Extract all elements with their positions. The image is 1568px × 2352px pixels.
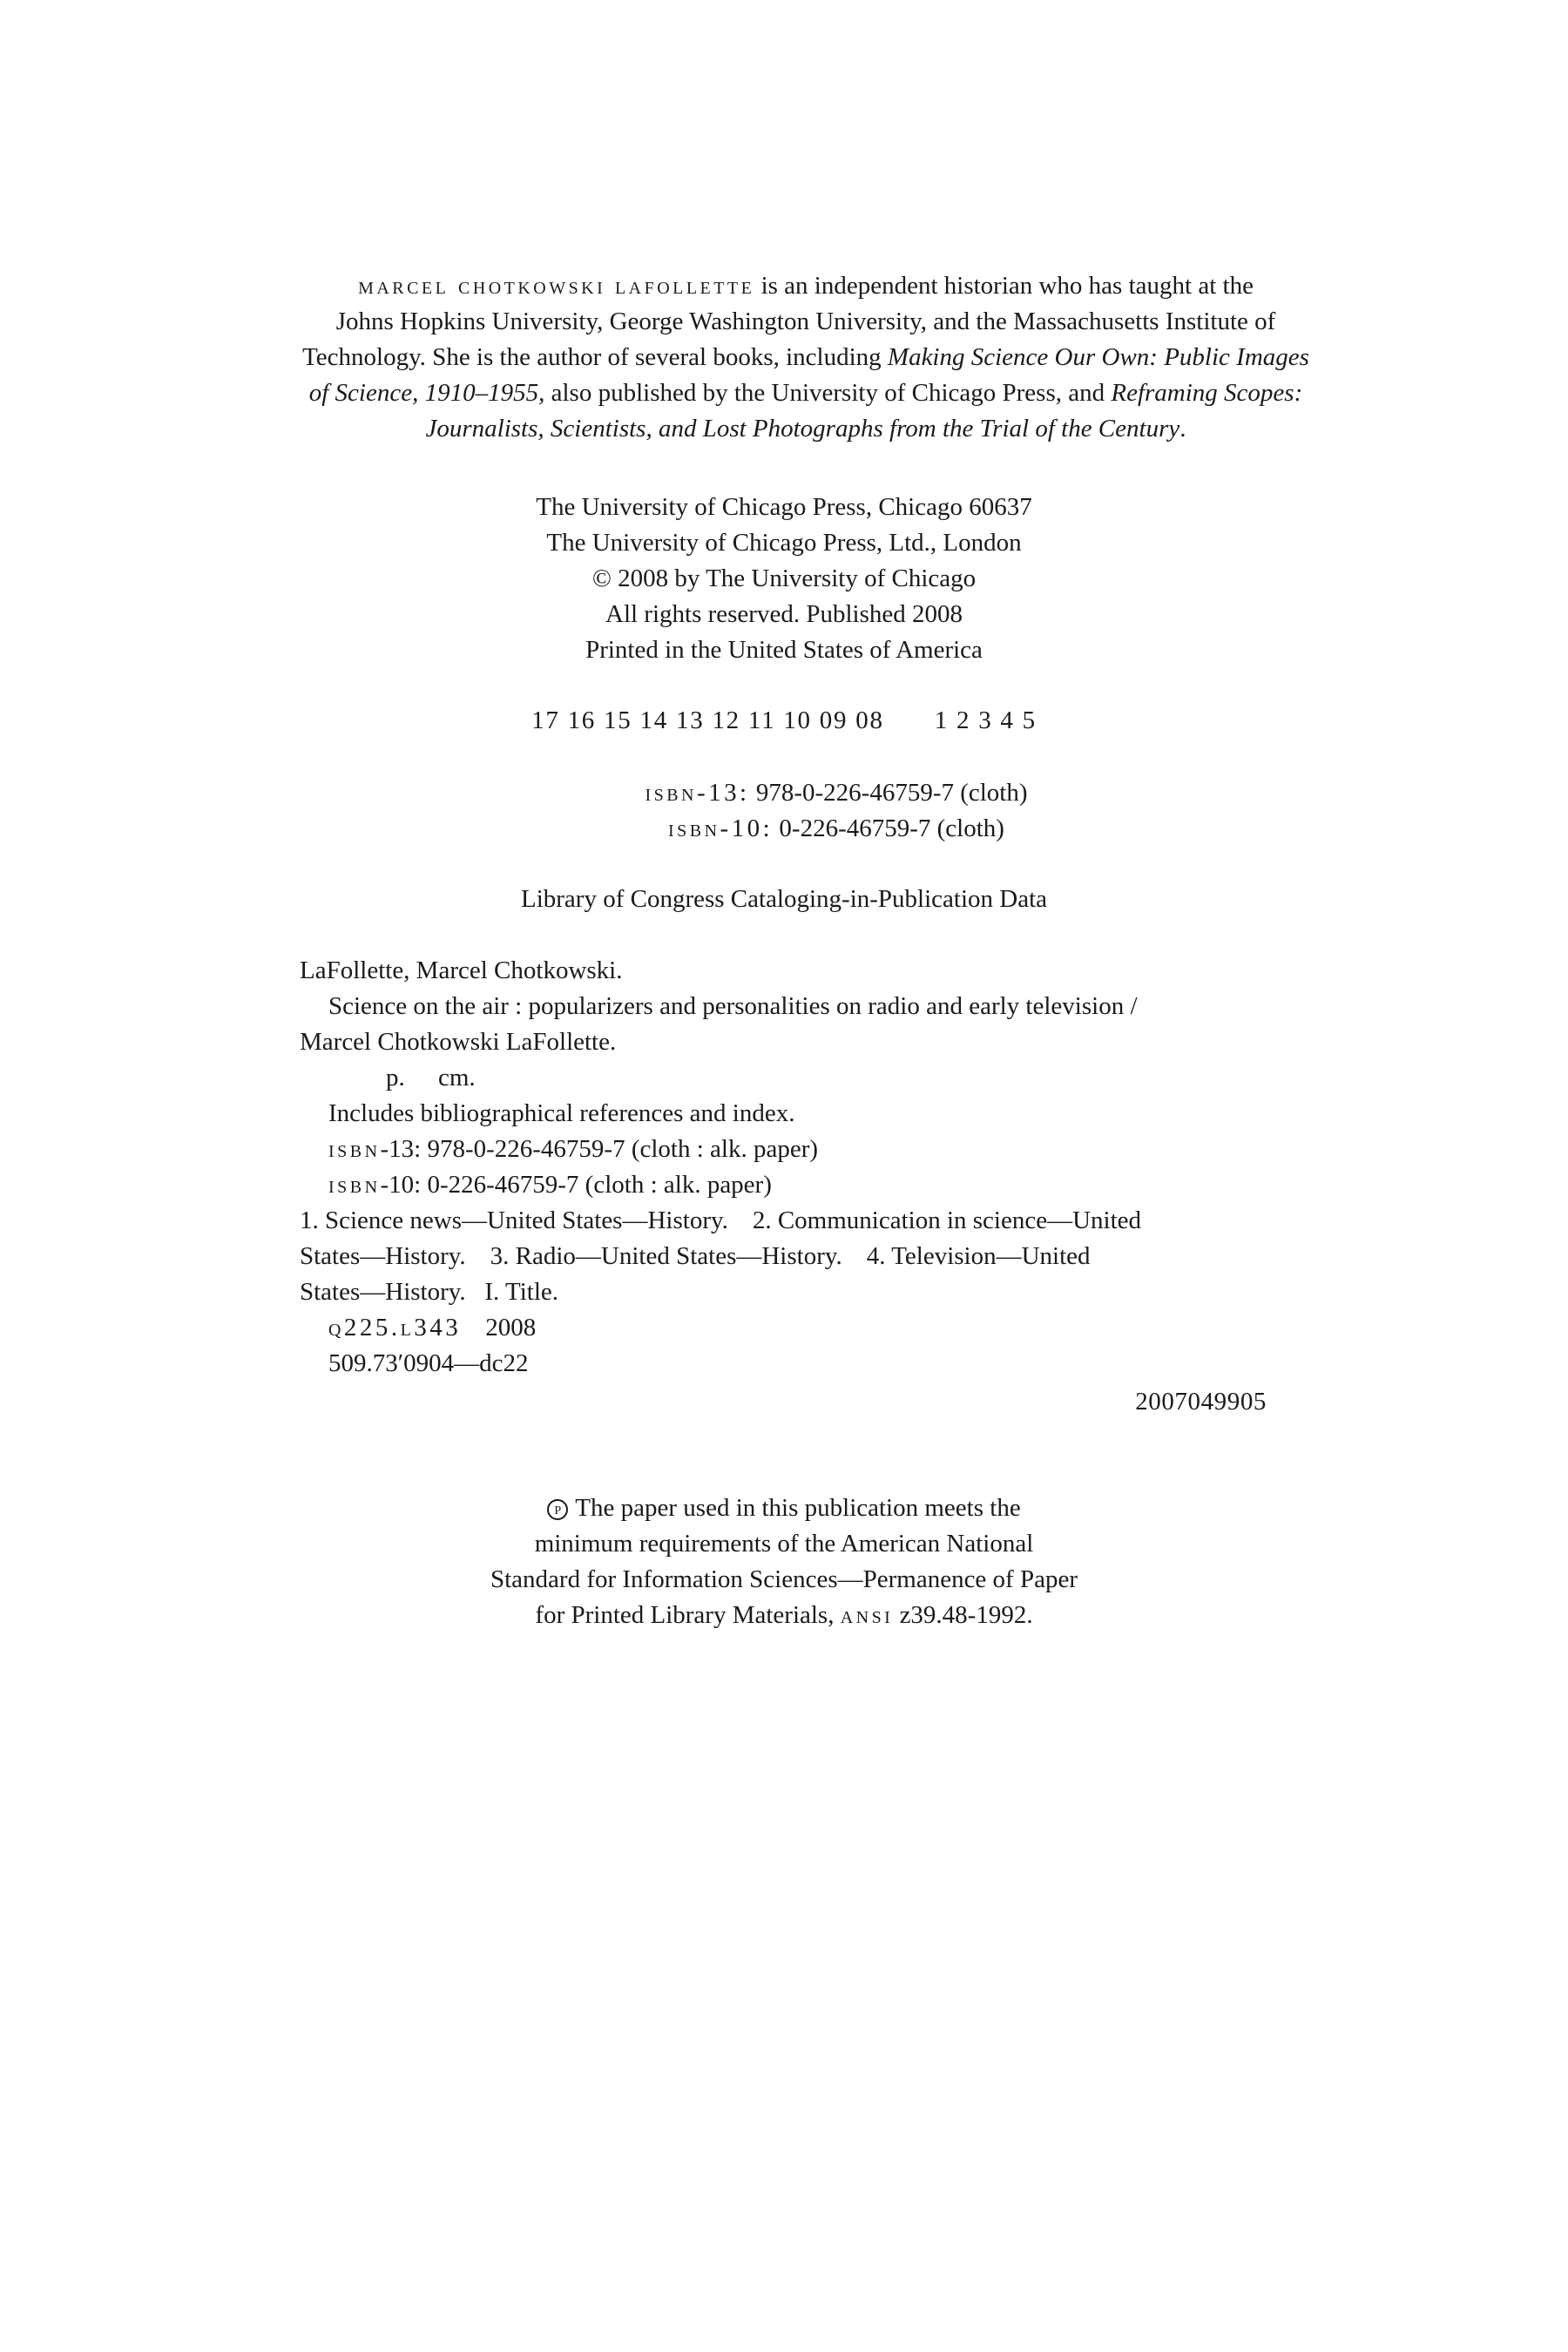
bio-line4: also published by the University of Chicago Press, and [544, 379, 1112, 407]
bio-line2: Johns Hopkins University, George Washington University, and the Massachusetts Institute of [335, 308, 1276, 335]
book-title-1b: of Science, 1910–1955, [308, 379, 545, 407]
book-title-2a: Reframing Scopes: [1111, 379, 1303, 407]
permanent-paper-icon: P [547, 1499, 568, 1520]
cip-pages: p. cm. [386, 1064, 476, 1092]
isbn10-label: isbn-10: [668, 814, 774, 842]
bio-line5-end: . [1179, 415, 1186, 443]
cip-isbn10: isbn-10: 0-226-46759-7 (cloth : alk. paper) [328, 1171, 772, 1199]
bio-line1: is an independent historian who has taught at the [754, 272, 1254, 300]
cip-title-line2: Marcel Chotkowski LaFollette. [300, 1028, 617, 1056]
rights-line: All rights reserved. Published 2008 [605, 600, 963, 628]
paper-line3: Standard for Information Sciences—Permanence of Paper [490, 1565, 1078, 1593]
paper-statement [392, 1490, 1176, 1633]
cip-subjects-2: States—History. 3. Radio—United States—History. 4. Television—United [300, 1242, 1091, 1270]
lccn: 2007049905 [1135, 1388, 1267, 1416]
author-bio [228, 268, 1383, 447]
paper-line1: The paper used in this publication meets the [575, 1494, 1021, 1522]
cip-subjects-3: States—History. I. Title. [300, 1278, 559, 1306]
imprint-line: The University of Chicago Press, Chicago 60637 [536, 493, 1032, 521]
isbn-block [348, 775, 1220, 847]
cip-isbn13: isbn-13: 978-0-226-46759-7 (cloth : alk. paper) [328, 1135, 819, 1163]
cip-subjects-1: 1. Science news—United States—History. 2. Communication in science—United [300, 1206, 1142, 1234]
cip-title-line1: Science on the air : popularizers and personalities on radio and early television / [328, 992, 1138, 1020]
copyright-line: © 2008 by The University of Chicago [591, 564, 977, 592]
cip-record [300, 953, 1275, 1382]
cip-heading: Library of Congress Cataloging-in-Publication Data [520, 885, 1048, 913]
printing-years: 17 16 15 14 13 12 11 10 09 08 [531, 706, 884, 734]
isbn13-label: isbn-13: [645, 779, 750, 807]
bio-line3: Technology. She is the author of several books, including [302, 343, 888, 371]
paper-line4: for Printed Library Materials, [535, 1601, 841, 1629]
imprint-block [348, 490, 1220, 668]
cip-callnumber: q225.l343 2008 [328, 1314, 537, 1342]
paper-line2: minimum requirements of the American National [534, 1530, 1034, 1558]
cip-dewey: 509.73′0904—dc22 [328, 1349, 529, 1377]
cip-includes: Includes bibliographical references and index. [328, 1099, 795, 1127]
printing-line [348, 703, 1220, 739]
paper-line4-end: z39.48-1992. [893, 1601, 1033, 1629]
printed-line: Printed in the United States of America [585, 636, 983, 664]
isbn13-value: 978-0-226-46759-7 (cloth) [749, 779, 1028, 807]
book-title-2b: Journalists, Scientists, and Lost Photographs from the Trial of the Century [425, 415, 1180, 443]
ansi-label: ansi [840, 1601, 894, 1629]
cip-author: LaFollette, Marcel Chotkowski. [300, 956, 623, 984]
book-title-1a: Making Science Our Own: Public Images [887, 343, 1309, 371]
imprint-line: The University of Chicago Press, Ltd., London [546, 529, 1022, 557]
author-name: marcel chotkowski lafollette [358, 272, 755, 300]
isbn10-value: 0-226-46759-7 (cloth) [773, 814, 1004, 842]
printing-impressions: 1 2 3 4 5 [934, 706, 1037, 734]
